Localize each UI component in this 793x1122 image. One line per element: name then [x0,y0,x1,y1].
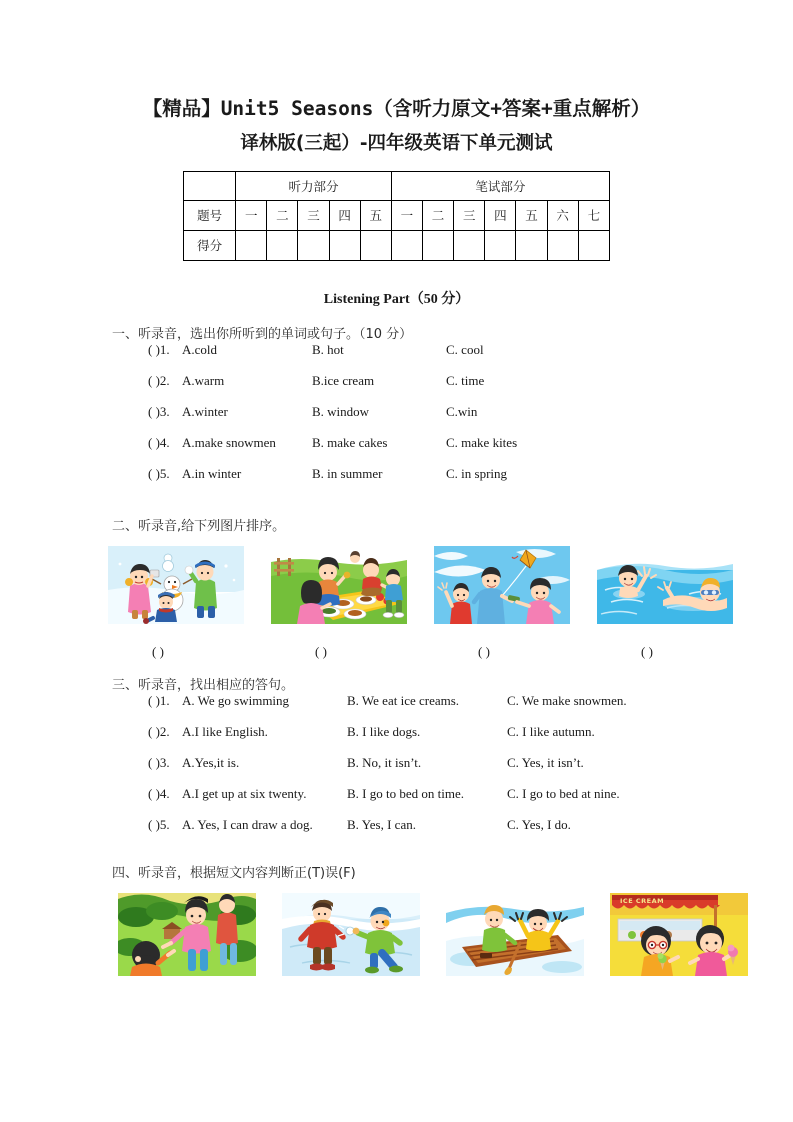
section-two-title: 二、听录音,给下列图片排序。 [112,518,286,534]
question-row [0,373,793,404]
score-blank-l2[interactable] [267,230,298,260]
option-c[interactable]: C. time [446,372,485,388]
page-title: 【精品】Unit5 Seasons（含听力原文+答案+重点解析） [142,97,651,120]
option-a[interactable]: A.make snowmen [182,434,276,450]
answer-blank[interactable]: ( )2. [148,723,170,739]
option-b[interactable]: B. I go to bed on time. [347,785,464,801]
picture-picnic-field [271,546,407,624]
score-table-score-row [184,230,610,260]
score-blank-w6[interactable] [547,230,578,260]
option-a[interactable]: A. We go swimming [182,692,290,708]
question-row [0,466,793,497]
answer-blank[interactable]: ( )5. [148,465,170,481]
score-table-container [0,171,793,261]
score-number-w5: 五 [516,200,547,230]
page-subtitle: 译林版(三起）-四年级英语下单元测试 [240,133,553,155]
option-c[interactable]: C. cool [446,341,484,357]
score-table-number-row [184,200,610,230]
question-row [0,693,793,724]
option-b[interactable]: B. in summer [312,465,383,481]
score-number-w6: 六 [547,200,578,230]
section-four-picture-strip [0,893,793,976]
option-b[interactable]: B. I like dogs. [347,723,421,739]
option-a[interactable]: A.I get up at six twenty. [182,785,307,801]
picture-snowball-fight [282,893,420,976]
picture-hiking-green-hill [118,893,256,976]
order-answer-blank[interactable]: ( ) [152,643,164,659]
option-b[interactable]: B.ice cream [312,372,375,388]
section-four-title: 四、听录音，根据短文内容判断正(T)误(F) [112,865,356,881]
picture-ice-cream-stand [610,893,748,976]
option-a[interactable]: A.cold [182,341,218,357]
section-two-answer-row [0,644,793,660]
option-c[interactable]: C. make kites [446,434,518,450]
option-b[interactable]: B. We eat ice creams. [347,692,460,708]
option-c[interactable]: C. I go to bed at nine. [507,785,620,801]
score-table-corner [184,171,236,200]
option-c[interactable]: C. Yes, it isn’t. [507,754,584,770]
option-b[interactable]: B. hot [312,341,344,357]
option-a[interactable]: A.Yes,it is. [182,754,240,770]
option-b[interactable]: B. Yes, I can. [347,816,416,832]
section-two-picture-strip [0,546,793,624]
score-number-w1: 一 [391,200,422,230]
section-three-questions [0,693,793,848]
score-number-l4: 四 [329,200,360,230]
option-c[interactable]: C. Yes, I do. [507,816,571,832]
score-number-l3: 三 [298,200,329,230]
score-blank-w7[interactable] [578,230,609,260]
answer-blank[interactable] [148,404,182,420]
score-number-l5: 五 [360,200,391,230]
section-three-title: 三、听录音，找出相应的答句。 [112,677,295,693]
score-number-w3: 三 [454,200,485,230]
option-c[interactable]: C. in spring [446,465,508,481]
option-a[interactable]: A.in winter [182,465,242,481]
section-one-questions [0,342,793,497]
answer-blank[interactable]: ( )5. [148,816,170,832]
svg-text:ICE CREAM: ICE CREAM [620,896,665,905]
score-blank-l3[interactable] [298,230,329,260]
order-answer-blank[interactable]: ( ) [478,643,490,659]
listening-part-heading: Listening Part（50 分） [323,291,470,307]
question-row [0,342,793,373]
question-row [0,724,793,755]
question-row [0,786,793,817]
option-b[interactable]: B. window [312,403,370,419]
score-blank-w2[interactable] [422,230,453,260]
score-table-score-label: 得分 [184,230,236,260]
score-blank-w4[interactable] [485,230,516,260]
option-a[interactable]: A. Yes, I can draw a dog. [182,816,313,832]
option-c[interactable]: C. I like autumn. [507,723,595,739]
option-c[interactable]: C.win [446,403,478,419]
score-number-w2: 二 [422,200,453,230]
score-table-group-written: 笔试部分 [391,171,609,200]
score-blank-l5[interactable] [360,230,391,260]
score-number-l2: 二 [267,200,298,230]
answer-blank-text: ( )3. [148,403,170,419]
picture-boat-sledding [446,893,584,976]
option-a[interactable]: A.I like English. [182,723,268,739]
answer-blank[interactable]: ( )4. [148,434,170,450]
score-number-w4: 四 [485,200,516,230]
score-table-number-label: 题号 [184,200,236,230]
score-blank-l4[interactable] [329,230,360,260]
score-blank-w3[interactable] [454,230,485,260]
section-one-title: 一、听录音，选出你所听到的单词或句子。（10 分） [112,326,413,342]
answer-blank[interactable]: ( )3. [148,754,170,770]
question-row [0,755,793,786]
score-blank-w1[interactable] [391,230,422,260]
score-number-w7: 七 [578,200,609,230]
answer-blank[interactable]: ( )2. [148,372,170,388]
question-row [0,435,793,466]
picture-flying-kite [434,546,570,624]
score-blank-l1[interactable] [236,230,267,260]
option-b[interactable]: B. No, it isn’t. [347,754,422,770]
answer-blank[interactable]: ( )4. [148,785,170,801]
picture-swimming-pool [597,546,733,624]
option-a[interactable]: A.warm [182,372,225,388]
score-table-header-row [184,171,610,200]
option-a[interactable]: A.winter [182,403,228,419]
score-table-group-listening: 听力部分 [236,171,392,200]
order-answer-blank[interactable]: ( ) [641,643,653,659]
answer-blank[interactable]: ( )1. [148,692,170,708]
picture-snowman-winter [108,546,244,624]
answer-blank[interactable]: ( )1. [148,341,170,357]
score-table [183,171,610,261]
option-c[interactable]: C. We make snowmen. [507,692,627,708]
score-blank-w5[interactable] [516,230,547,260]
order-answer-blank[interactable]: ( ) [315,643,327,659]
option-b[interactable]: B. make cakes [312,434,388,450]
score-number-l1: 一 [236,200,267,230]
question-row [0,817,793,848]
question-row [0,404,793,435]
